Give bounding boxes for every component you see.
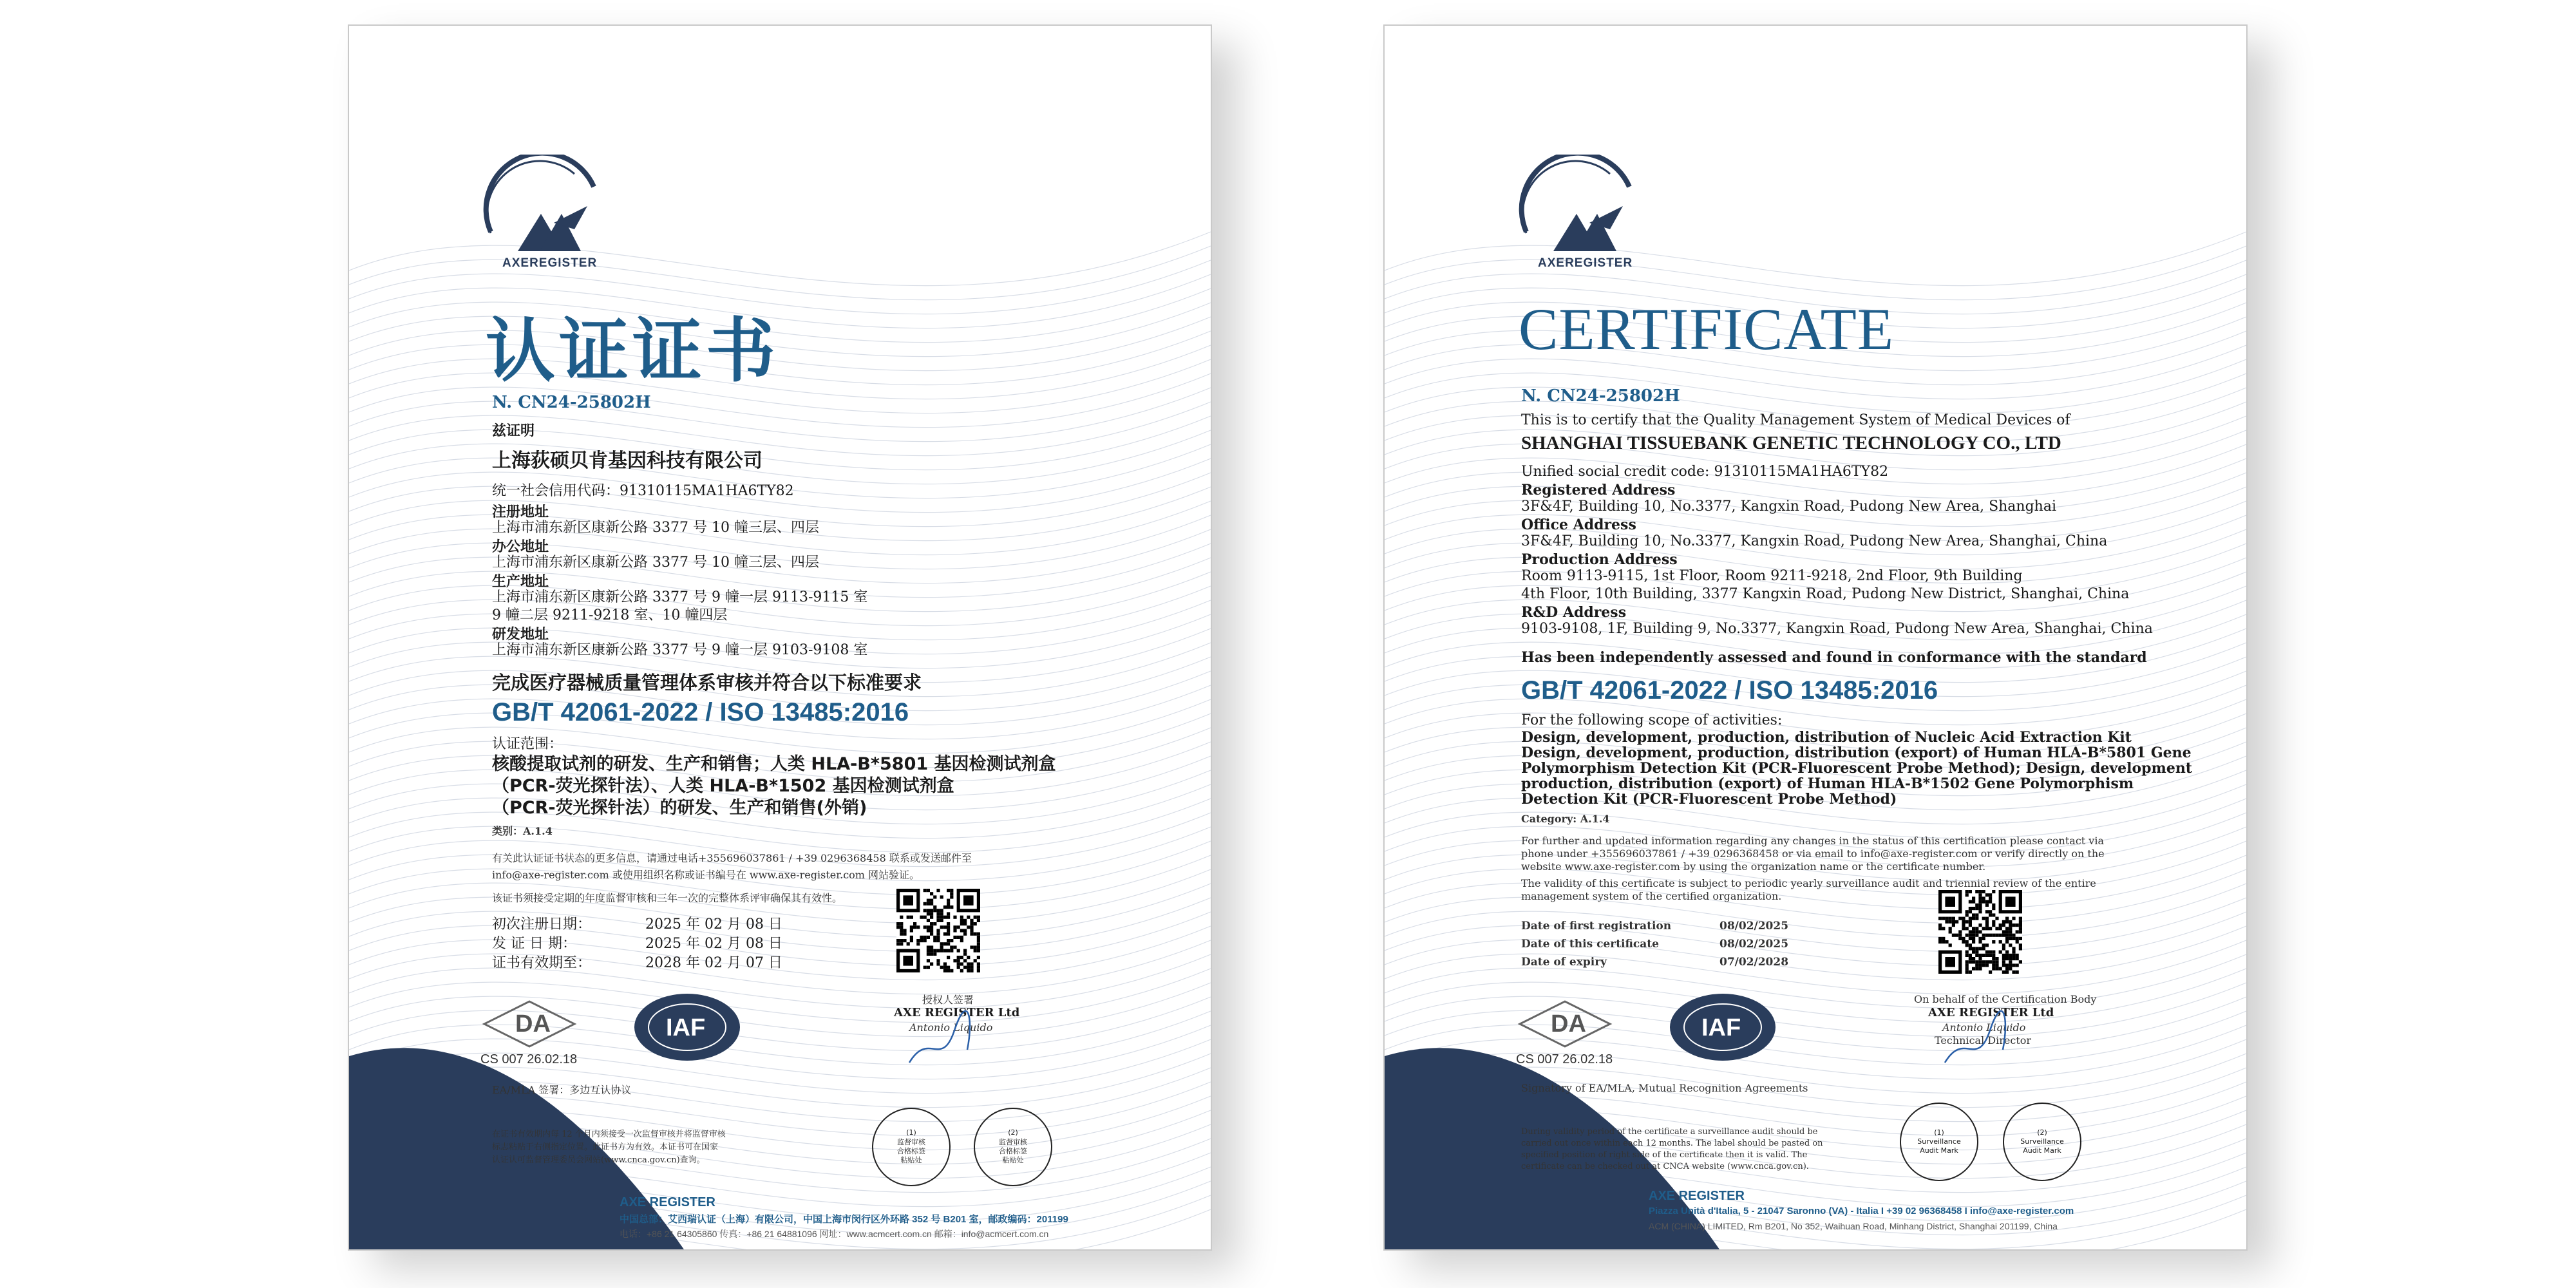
expiry-date-label: Date of expiry [1521,956,1607,969]
issue-date-label: 发 证 日 期： [492,936,576,952]
svg-text:DA: DA [1551,1010,1586,1037]
rd-address-label: 研发地址 [492,626,549,643]
signer-title: Technical Director [1935,1034,2032,1046]
certificate-chinese [348,24,1212,1251]
surveillance-mark-1: (1) 监督审核 合格标签 粘贴处 [872,1108,951,1186]
production-address-label: 生产地址 [492,573,549,590]
notice-line1: 在证书有效期内每 12 个月内须接受一次监督审核并将监督审核 [492,1130,726,1139]
certificate-title: CERTIFICATE [1519,296,1895,362]
registered-address: 3F&4F, Building 10, No.3377, Kangxin Road, Pudong New Area, Shanghai [1521,498,2056,515]
signer-organization: AXE REGISTER Ltd [894,1006,1020,1019]
expiry-date: 07/02/2028 [1719,956,1789,969]
accredia-logo [478,998,581,1052]
qr-code [1938,890,2022,974]
scope-line2: Design, development, production, distribution (export) of Human HLA-B*5801 Gene [1521,744,2192,761]
scope-line1: Design, development, production, distribution of Nucleic Acid Extraction Kit [1521,729,2132,746]
registered-address-label: Registered Address [1521,482,1676,498]
info-line5: management system of the certified organization. [1521,890,1782,902]
scope-line2: （PCR-荧光探针法）、人类 HLA-B*1502 基因检测试剂盒 [492,776,954,796]
footer-contact: 电话：+86 21 64305860 传真：+86 21 64881096 网址：www.acmcert.com.cn 邮箱：info@acmcert.com.cn [620,1229,1049,1239]
info-line4: The validity of this certificate is subject to periodic yearly surveillance audit and triennial review of the entire [1521,877,2096,889]
certify-statement: This is to certify that the Quality Management System of Medical Devices of [1521,412,2070,428]
rd-address: 9103-9108, 1F, Building 9, No.3377, Kangxin Road, Pudong New Area, Shanghai, China [1521,621,2153,637]
footer-address: 中国总部：艾西瑞认证（上海）有限公司，中国上海市闵行区外环路 352 号 B201 室，邮政编码：201199 [620,1214,1068,1225]
signer-name: Antonio Liquido [1942,1021,2026,1034]
issue-date-label: Date of this certificate [1521,938,1659,951]
scope-label: 认证范围： [492,736,564,752]
notice-line2: carried out once within each 12 months. The label should be pasted on [1521,1139,1823,1148]
footer-brand: AXE REGISTER [1649,1189,1745,1203]
conformance-statement: Has been independently assessed and found in conformance with the standard [1521,649,2147,666]
signer-name: Antonio Liquido [909,1021,993,1034]
certificate-number: N. CN24-25802H [1521,386,1680,406]
signature [1938,1005,2016,1075]
signer-organization: AXE REGISTER Ltd [1928,1006,2054,1019]
office-address-label: Office Address [1521,516,1636,533]
info-line2: phone under +355696037861 / +39 0296368458 or via email to info@axe-register.com or verify directly on the [1521,848,2105,860]
svg-text:IAF: IAF [1701,1014,1741,1041]
axe-register-logo [478,155,607,283]
company-name: SHANGHAI TISSUEBANK GENETIC TECHNOLOGY CO., LTD [1521,433,2061,453]
footer-address: Piazza Unità d'Italia, 5 - 21047 Saronno (VA) - Italia I +39 02 96368458 I info@axe-register.com [1649,1206,2074,1217]
notice-line2: 标志粘贴于右侧指定位置。此证书方为有效。本证书可在国家 [492,1142,719,1152]
accreditation-code: CS 007 26.02.18 [480,1052,578,1066]
scope-line1: 核酸提取试剂的研发、生产和销售；人类 HLA-B*5801 基因检测试剂盒 [492,754,1056,774]
notice-line3: specified position of right side of the certificate then it is valid. The [1521,1150,1808,1160]
on-behalf-label: On behalf of the Certification Body [1914,993,2097,1005]
issue-date: 2025 年 02 月 08 日 [645,936,782,952]
office-address: 3F&4F, Building 10, No.3377, Kangxin Road, Pudong New Area, Shanghai, China [1521,533,2108,549]
rd-address-label: R&D Address [1521,604,1627,621]
production-address-line1: 上海市浦东新区康新公路 3377 号 9 幢一层 9113-9115 室 [492,589,868,605]
info-line3: 该证书须接受定期的年度监督审核和三年一次的完整体系评审确保其有效性。 [492,892,843,904]
surveillance-mark-2: (2) Surveillance Audit Mark [2003,1103,2081,1181]
category: 类别：A.1.4 [492,825,553,837]
production-address-line2: 4th Floor, 10th Building, 3377 Kangxin Road, Pudong New District, Shanghai, China [1521,586,2130,602]
iaf-logo [632,992,742,1065]
logo-text: AXEREGISTER [502,256,598,270]
scope-line3: （PCR-荧光探针法）的研发、生产和销售(外销) [492,798,867,818]
production-address-line2: 9 幢二层 9211-9218 室、10 幢四层 [492,607,728,623]
qr-code [896,889,980,972]
signature [903,1005,980,1075]
surveillance-mark-1: (1) Surveillance Audit Mark [1900,1103,1978,1181]
info-line1: 有关此认证证书状态的更多信息，请通过电话+355696037861 / +39 0296368458 联系或发送邮件至 [492,852,972,864]
notice-line1: During validity period of the certificate a surveillance audit should be [1521,1127,1818,1137]
surveillance-mark-2: (2) 监督审核 合格标签 粘贴处 [974,1108,1052,1186]
svg-text:DA: DA [515,1010,551,1037]
certificate-number: N. CN24-25802H [492,393,651,412]
accredia-logo [1513,998,1616,1052]
office-address-label: 办公地址 [492,538,549,555]
notice-line3: 认证认可监督管理委员会网站(www.cnca.gov.cn)查询。 [492,1155,705,1165]
scope-label: For the following scope of activities: [1521,712,1783,728]
footer-brand: AXE REGISTER [620,1195,715,1209]
scope-line4: production, distribution (export) of Human HLA-B*1502 Gene Polymorphism [1521,775,2134,792]
logo-text: AXEREGISTER [1538,256,1633,270]
registered-address: 上海市浦东新区康新公路 3377 号 10 幢三层、四层 [492,520,819,536]
rd-address: 上海市浦东新区康新公路 3377 号 9 幢一层 9103-9108 室 [492,642,868,658]
first-registration-date: 08/02/2025 [1719,920,1789,933]
conformance-statement: 完成医疗器械质量管理体系审核并符合以下标准要求 [492,672,922,694]
authorized-signatory-label: 授权人签署 [922,994,974,1006]
ea-mla-signatory: EA/MLA 签署：多边互认协议 [492,1084,632,1096]
info-line3: website www.axe-register.com by using the organization name or the certificate number. [1521,860,1986,873]
first-registration-label: 初次注册日期： [492,916,592,933]
iaf-logo [1668,992,1777,1065]
svg-text:IAF: IAF [666,1014,706,1041]
production-address-line1: Room 9113-9115, 1st Floor, Room 9211-9218, 2nd Floor, 9th Building [1521,568,2023,584]
expiry-date-label: 证书有效期至： [492,955,592,971]
credit-code: Unified social credit code: 91310115MA1HA6TY82 [1521,464,1889,480]
ea-mla-signatory: Signatory of EA/MLA, Mutual Recognition Agreements [1521,1082,1808,1094]
info-line1: For further and updated information regarding any changes in the status of this certification please contact via [1521,835,2104,847]
production-address-label: Production Address [1521,551,1678,568]
accreditation-code: CS 007 26.02.18 [1516,1052,1613,1066]
issue-date: 08/02/2025 [1719,938,1789,951]
axe-register-logo [1513,155,1642,283]
scope-line3: Polymorphism Detection Kit (PCR-Fluorescent Probe Method); Design, development [1521,760,2192,777]
notice-line4: certificate can be checked out at CNCA website (www.cnca.gov.cn). [1521,1162,1809,1171]
certificate-english [1383,24,2248,1251]
credit-code: 统一社会信用代码：91310115MA1HA6TY82 [492,483,794,499]
standard: GB/T 42061-2022 / ISO 13485:2016 [492,698,909,726]
registered-address-label: 注册地址 [492,504,549,520]
info-line2: info@axe-register.com 或使用组织名称或证书编号在 www.axe-register.com 网站验证。 [492,869,920,881]
expiry-date: 2028 年 02 月 07 日 [645,955,782,971]
first-registration-date: 2025 年 02 月 08 日 [645,916,782,933]
standard: GB/T 42061-2022 / ISO 13485:2016 [1521,676,1938,705]
first-registration-label: Date of first registration [1521,920,1672,933]
office-address: 上海市浦东新区康新公路 3377 号 10 幢三层、四层 [492,554,819,571]
certificate-title: 认证证书 [486,311,780,392]
scope-line5: Detection Kit (PCR-Fluorescent Probe Method) [1521,791,1897,808]
footer-contact: ACM (CHINA) LIMITED, Rm B201, No 352, Waihuan Road, Minhang District, Shanghai 201199, China [1649,1221,2058,1231]
certify-statement: 兹证明 [492,422,535,439]
category: Category: A.1.4 [1521,813,1610,825]
company-name: 上海荻硕贝肯基因科技有限公司 [492,450,762,472]
